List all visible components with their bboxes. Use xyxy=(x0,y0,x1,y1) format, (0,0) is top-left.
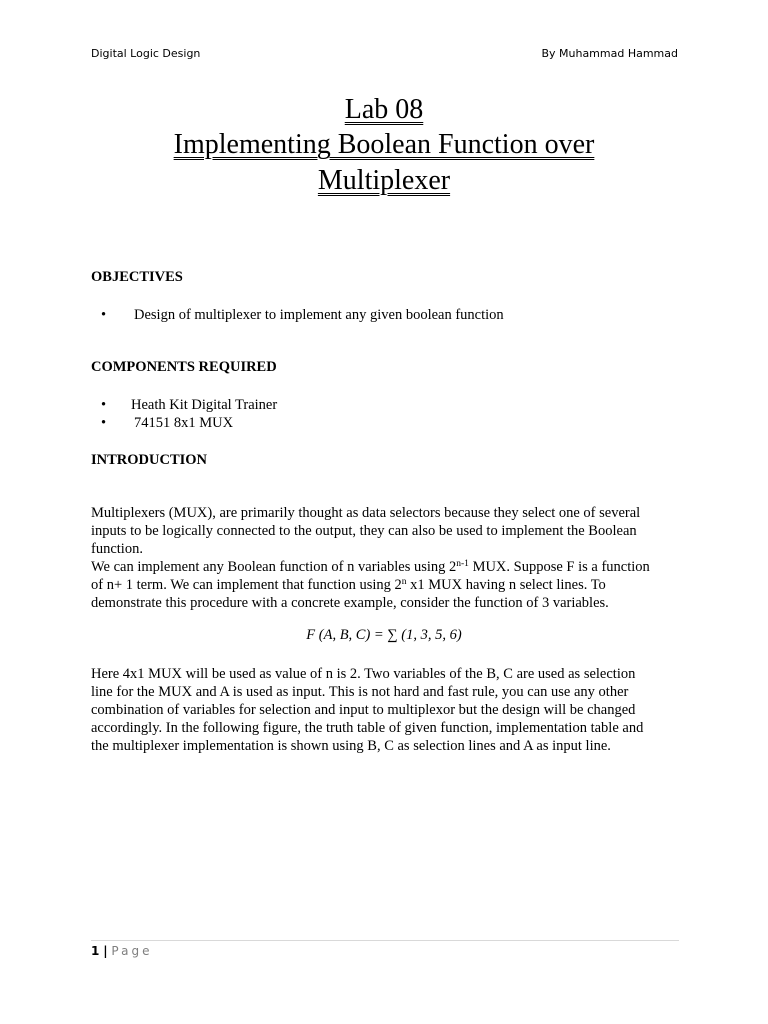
bullet-icon: • xyxy=(101,307,107,323)
paragraph-line: inputs to be logically connected to the output, they can also be used to implement the Boolean xyxy=(91,523,637,539)
footer-divider xyxy=(91,940,679,941)
introduction-heading: INTRODUCTION xyxy=(91,452,208,468)
text-run: MUX. Suppose F is a function xyxy=(468,559,650,575)
page-label: Page xyxy=(111,944,153,958)
text-run: of n+ 1 term. We can implement that function using 2 xyxy=(91,577,402,593)
doc-title-line-2: Multiplexer xyxy=(317,165,451,196)
paragraph-line: accordingly. In the following figure, the truth table of given function, implementation table and xyxy=(91,720,644,736)
paragraph-line xyxy=(91,576,681,594)
paragraph-line: the multiplexer implementation is shown using B, C as selection lines and A as input line. xyxy=(91,738,611,754)
objectives-heading: OBJECTIVES xyxy=(91,269,183,285)
page-number: 1 xyxy=(91,944,100,958)
paragraph-line: Multiplexers (MUX), are primarily thought as data selectors because they select one of several xyxy=(91,505,641,521)
paragraph-line: Here 4x1 MUX will be used as value of n is 2. Two variables of the B, C are used as selection xyxy=(91,666,636,682)
intro-paragraph-3 xyxy=(91,665,681,755)
intro-paragraph-1 xyxy=(91,504,681,558)
bullet-icon: • xyxy=(101,415,107,431)
superscript-exponent: n-1 xyxy=(456,559,469,569)
boolean-function-formula: F (A, B, C) = ∑ (1, 3, 5, 6) xyxy=(306,627,462,643)
objective-text: Design of multiplexer to implement any given boolean function xyxy=(134,307,504,323)
bullet-icon: • xyxy=(101,397,107,413)
paragraph-line xyxy=(91,558,681,576)
header-author: By Muhammad Hammad xyxy=(541,47,678,60)
superscript-exponent: n xyxy=(401,577,407,587)
page-footer xyxy=(91,944,152,958)
intro-paragraph-2 xyxy=(91,558,681,612)
paragraph-line: function. xyxy=(91,541,143,557)
paragraph-line: line for the MUX and A is used as input. This is not hard and fast rule, you can use any other xyxy=(91,684,629,700)
footer-separator: | xyxy=(103,944,108,958)
component-text: 74151 8x1 MUX xyxy=(134,415,234,431)
paragraph-line: demonstrate this procedure with a concrete example, consider the function of 3 variables. xyxy=(91,595,609,611)
doc-title-line-1: Implementing Boolean Function over xyxy=(173,129,595,160)
header-course-title: Digital Logic Design xyxy=(91,47,201,60)
paragraph-line: combination of variables for selection and input to multiplexor but the design will be changed xyxy=(91,702,636,718)
lab-title: Lab 08 xyxy=(344,94,424,125)
text-run: x1 MUX having n select lines. To xyxy=(406,577,606,593)
component-text: Heath Kit Digital Trainer xyxy=(131,397,278,413)
components-heading: COMPONENTS REQUIRED xyxy=(91,359,277,375)
text-run: We can implement any Boolean function of n variables using 2 xyxy=(91,559,457,575)
